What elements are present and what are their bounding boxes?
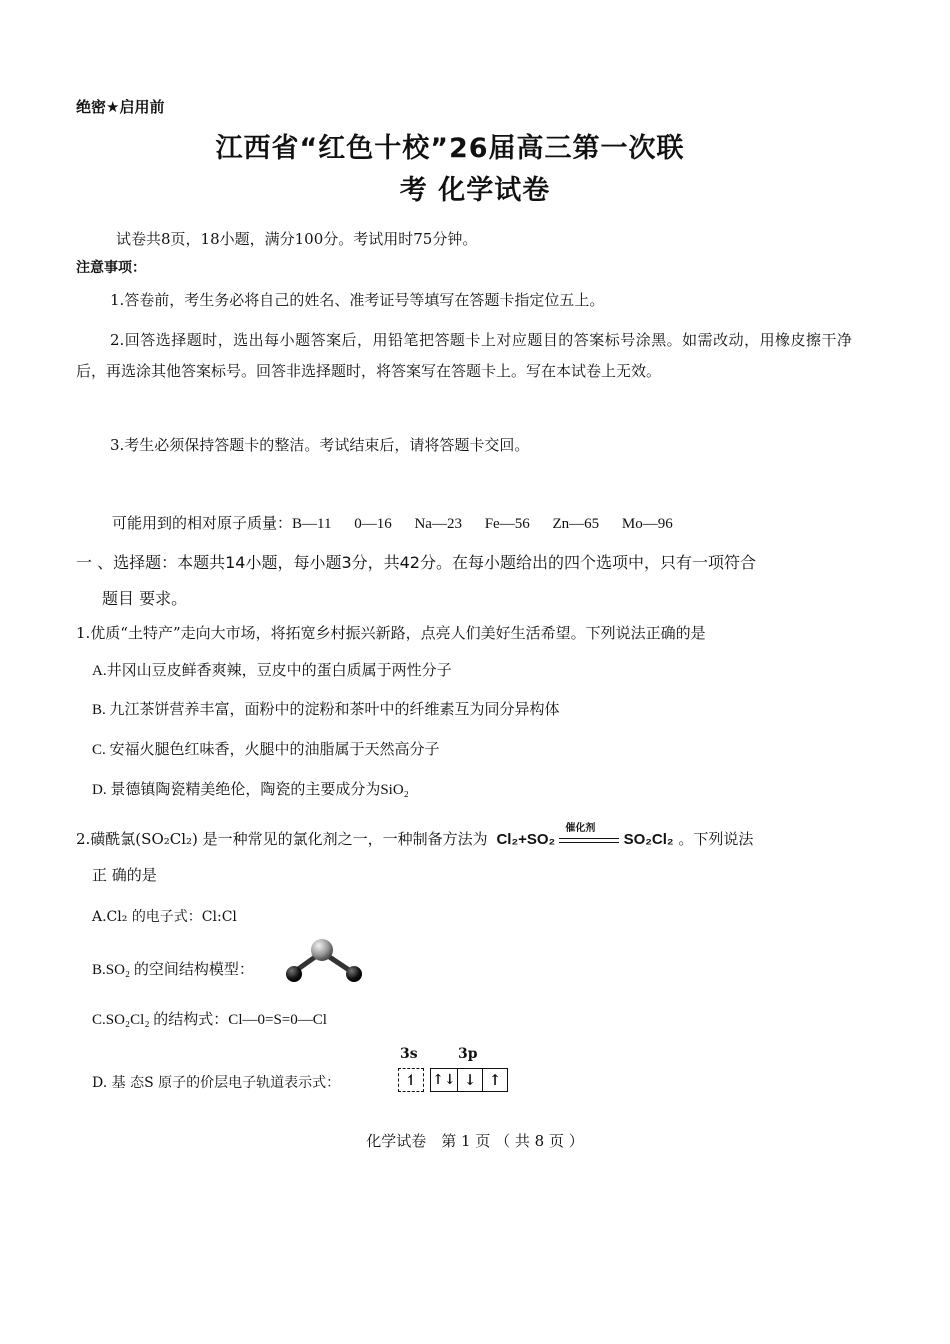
question-1-option-c: C. 安福火腿色红味香，火腿中的油脂属于天然高分子 (92, 742, 440, 758)
question-2-stem (76, 823, 754, 849)
question-2-stem-text: 2.磺酰氯(SO₂Cl₂) 是一种常见的氯化剂之一，一种制备方法为 (76, 830, 488, 848)
notice-item-3: 3.考生必须保持答题卡的整洁。考试结束后，请将答题卡交回。 (110, 436, 530, 454)
exam-intro: 试卷共8页，18小题，满分100分。考试用时75分钟。 (116, 230, 478, 248)
page-footer: 化学试卷 第 1 页 （ 共 8 页 ） (366, 1132, 584, 1150)
question-2-option-b: B.SO₂ 的空间结构模型： (92, 962, 254, 978)
section-heading: 一 、选择题：本题共14小题，每小题3分，共42分。在每小题给出的四个选项中，只有一项符合 (76, 553, 756, 572)
question-2-option-d: D. 基 态S 原子的价层电子轨道表示式： (92, 1075, 341, 1091)
orbital-3s-label: 3s (400, 1046, 418, 1062)
catalyst-label: 催化剂 (565, 823, 596, 835)
notice-heading: 注意事项： (76, 260, 146, 276)
question-1-option-a: A.井冈山豆皮鲜香爽辣，豆皮中的蛋白质属于两性分子 (92, 663, 452, 679)
question-1-option-b: B. 九江茶饼营养丰富，面粉中的淀粉和茶叶中的纤维素互为同分异构体 (92, 702, 560, 718)
notice-item-2: 2.回答选择题时，选出每小题答案后，用铅笔把答题卡上对应题目的答案标号涂黑。如需改动，用橡皮擦干净后，再选涂其他答案标号。回答非选择题时，将答案写在答题卡上。写在本试卷上无效。 (76, 331, 852, 380)
question-2-stem-line2: 正 确的是 (92, 866, 157, 884)
orbital-3p-box-2: ↓ (458, 1068, 483, 1092)
exam-title-line1: 江西省“红色十校”26届高三第一次联 (215, 133, 685, 164)
orbital-3p-label: 3p (458, 1046, 478, 1062)
exam-title-line2: 考 化学试卷 (399, 175, 551, 206)
notice-item-1: 1.答卷前，考生务必将自己的姓名、准考证号等填写在答题卡指定位五上。 (110, 291, 605, 309)
orbital-3p-box-3: ↑ (483, 1068, 508, 1092)
reaction-arrow (559, 823, 619, 848)
orbital-3p-box-1: ↑↓ (430, 1068, 458, 1092)
question-2-option-a: A.Cl₂ 的电子式：Cl:Cl (92, 909, 237, 925)
question-1-stem: 1.优质“土特产”走向大市场，将拓宽乡村振兴新路，点亮人们美好生活希望。下列说法正确的是 (76, 624, 706, 642)
question-2-stem-tail: 。下列说法 (678, 830, 754, 848)
so2-ball-stick-model-icon (282, 936, 368, 986)
reaction-product: SO₂Cl₂ (623, 831, 674, 848)
reaction-reactants: Cl₂+SO₂ (496, 831, 556, 848)
section-heading-cont: 题目 要求。 (102, 589, 188, 608)
orbital-3s-box: ↿ (398, 1068, 424, 1092)
atomic-masses: 可能用到的相对原子质量：B—11 0—16 Na—23 Fe—56 Zn—65 Mo—96 (112, 516, 673, 532)
question-1-option-d: D. 景德镇陶瓷精美绝伦，陶瓷的主要成分为SiO₂ (92, 782, 409, 798)
confidential-label: 绝密★启用前 (76, 98, 165, 116)
orbital-diagram (398, 1068, 508, 1092)
question-2-option-c: C.SO₂Cl₂ 的结构式：Cl—0=S=0—Cl (92, 1012, 327, 1028)
reaction-equation (496, 823, 674, 848)
